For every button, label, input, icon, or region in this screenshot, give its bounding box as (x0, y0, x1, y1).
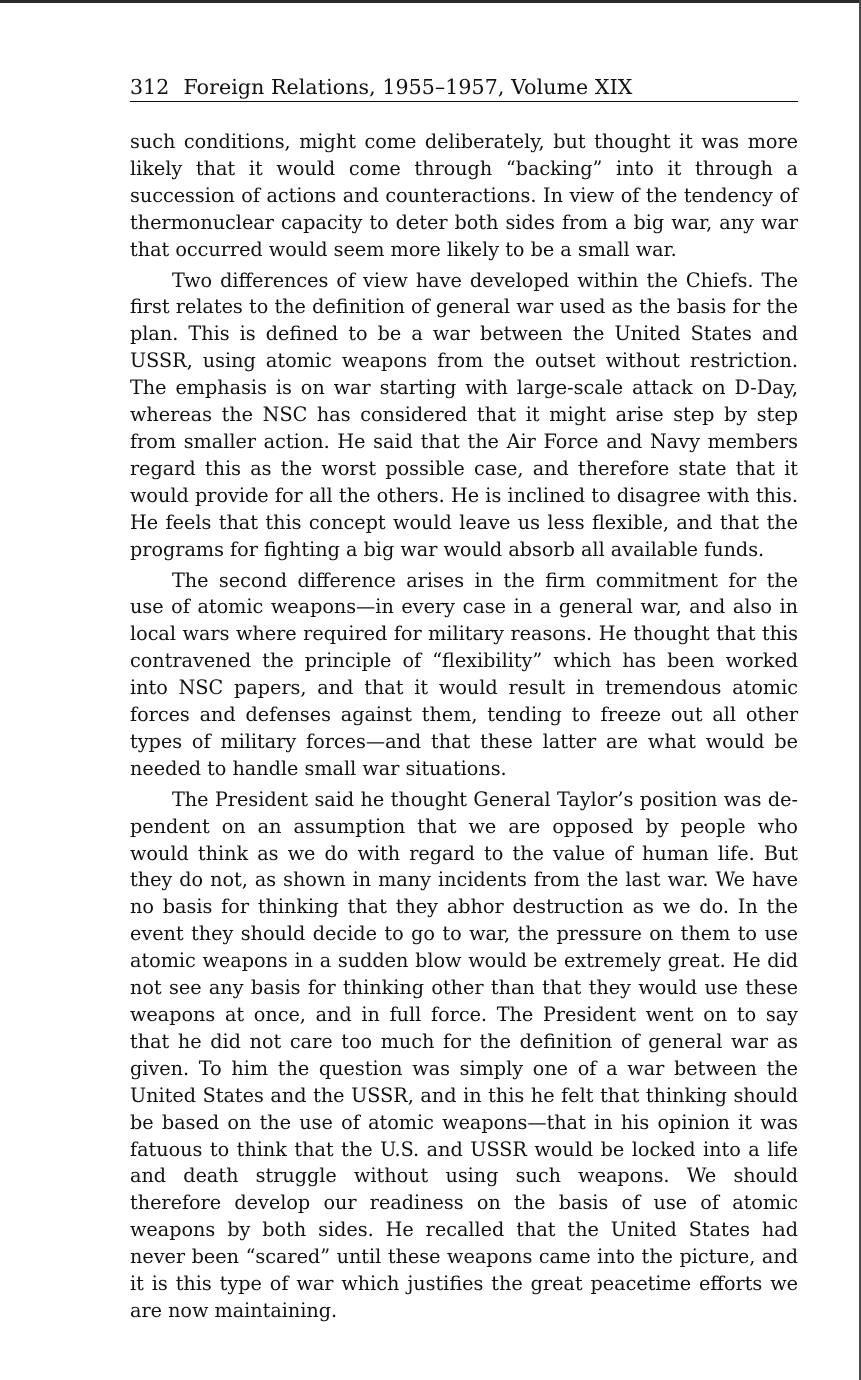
paragraph-chiefs-differences: Two differences of view have developed within the Chiefs. The first relates to the definition of general war used as the basis for the plan. This is defined to be a war between the United States and USSR, using atomic weapons from the outset without restriction. The emphasis is on war starting with large-scale attack on D-Day, whereas the NSC has considered that it might arise step by step from smaller action. He said that the Air Force and Navy members regard this as the worst possible case, and therefore state that it would provide for all the others. He is inclined to disagree with this. He feels that this concept would leave us less flexible, and that the programs for fighting a big war would absorb all available funds. (130, 268, 798, 561)
page-number: 312 (130, 75, 170, 99)
paragraph-president-view: The President said he thought General Taylor’s position was dependent on an assumption that we are opposed by people who would think as we do with regard to the value of human life. But they do not, as shown in many incidents from the last war. We have no basis for thinking that they abhor destruction as we do. In the event they should decide to go to war, the pressure on them to use atomic weapons in a sudden blow would be extremely great. He did not see any basis for thinking other than that they would use these weapons at once, and in full force. The President went on to say that he did not care too much for the definition of general war as given. To him the question was simply one of a war between the United States and the USSR, and in this he felt that thinking should be based on the use of atomic weapons—that in his opinion it was fatuous to think that the U.S. and USSR would be locked into a life and death struggle without using such weapons. We should therefore develop our readiness on the basis of use of atomic weapons by both sides. He recalled that the United States had never been “scared” until these weapons came into the picture, and it is this type of war which justifies the great peacetime efforts we are now maintaining. (130, 787, 798, 1322)
body-text (130, 129, 798, 1325)
document-page (130, 74, 798, 1325)
paragraph-continued: such conditions, might come deliberately, but thought it was more likely that it would come through “backing” into it through a succession of actions and counteractions. In view of the tendency of thermonuclear capacity to deter both sides from a big war, any war that occurred would seem more likely to be a small war. (130, 130, 798, 261)
running-title: Foreign Relations, 1955–1957, Volume XIX (183, 75, 633, 99)
running-head (130, 74, 798, 102)
scan-edge-top (0, 0, 861, 3)
paragraph-second-difference: The second difference arises in the firm commitment for the use of atomic weapons—in every case in a general war, and also in local wars where required for military reasons. He thought that this contravened the principle of “flexibility” which has been worked into NSC papers, and that it would result in tremendous atomic forces and defenses against them, tending to freeze out all other types of military forces—and that these latter are what would be needed to handle small war situations. (130, 568, 798, 780)
